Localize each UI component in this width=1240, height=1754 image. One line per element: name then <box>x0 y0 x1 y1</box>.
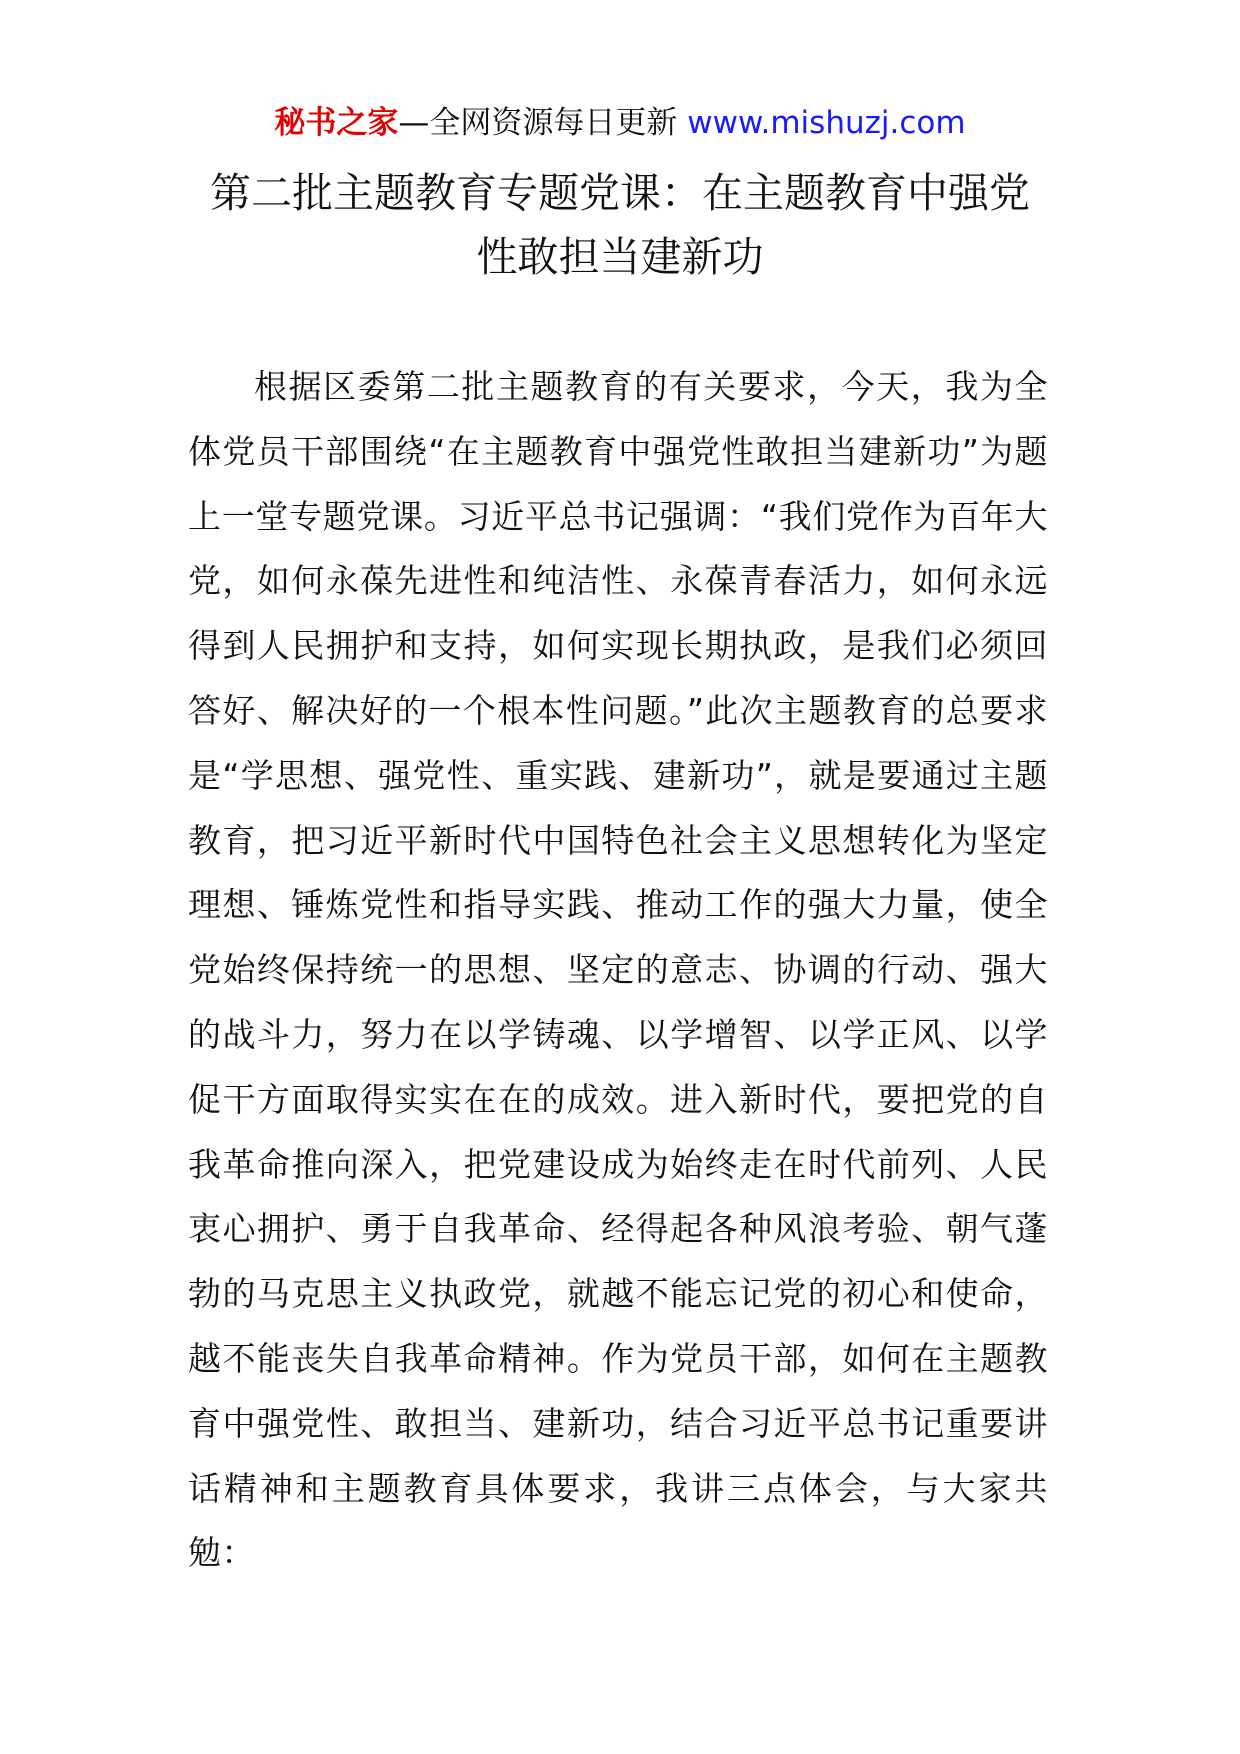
header-tagline: —全网资源每日更新 <box>398 105 688 141</box>
title-line-2: 性敢担当建新功 <box>476 233 764 281</box>
title-line-1: 第二批主题教育专题党课：在主题教育中强党 <box>210 169 1030 217</box>
document-title <box>150 161 1090 289</box>
brand-name: 秘书之家 <box>274 105 399 141</box>
site-url-link[interactable]: www.mishuzj.com <box>687 105 966 141</box>
site-header <box>0 98 1240 148</box>
body-paragraph: 根据区委第二批主题教育的有关要求，今天，我为全体党员干部围绕“在主题教育中强党性敢担当建新功”为题上一堂专题党课。习近平总书记强调：“我们党作为百年大党，如何永葆先进性和纯洁性、永葆青春活力，如何永远得到人民拥护和支持，如何实现长期执政，是我们必须回答好、解决好的一个根本性问题。”此次主题教育的总要求是“学思想、强党性、重实践、建新功”，就是要通过主题教育，把习近平新时代中国特色社会主义思想转化为坚定理想、锤炼党性和指导实践、推动工作的强大力量，使全党始终保持统一的思想、坚定的意志、协调的行动、强大的战斗力，努力在以学铸魂、以学增智、以学正风、以学促干方面取得实实在在的成效。进入新时代，要把党的自我革命推向深入，把党建设成为始终走在时代前列、人民衷心拥护、勇于自我革命、经得起各种风浪考验、朝气蓬勃的马克思主义执政党，就越不能忘记党的初心和使命，越不能丧失自我革命精神。作为党员干部，如何在主题教育中强党性、敢担当、建新功，结合习近平总书记重要讲话精神和主题教育具体要求，我讲三点体会，与大家共勉： <box>188 367 1048 1573</box>
